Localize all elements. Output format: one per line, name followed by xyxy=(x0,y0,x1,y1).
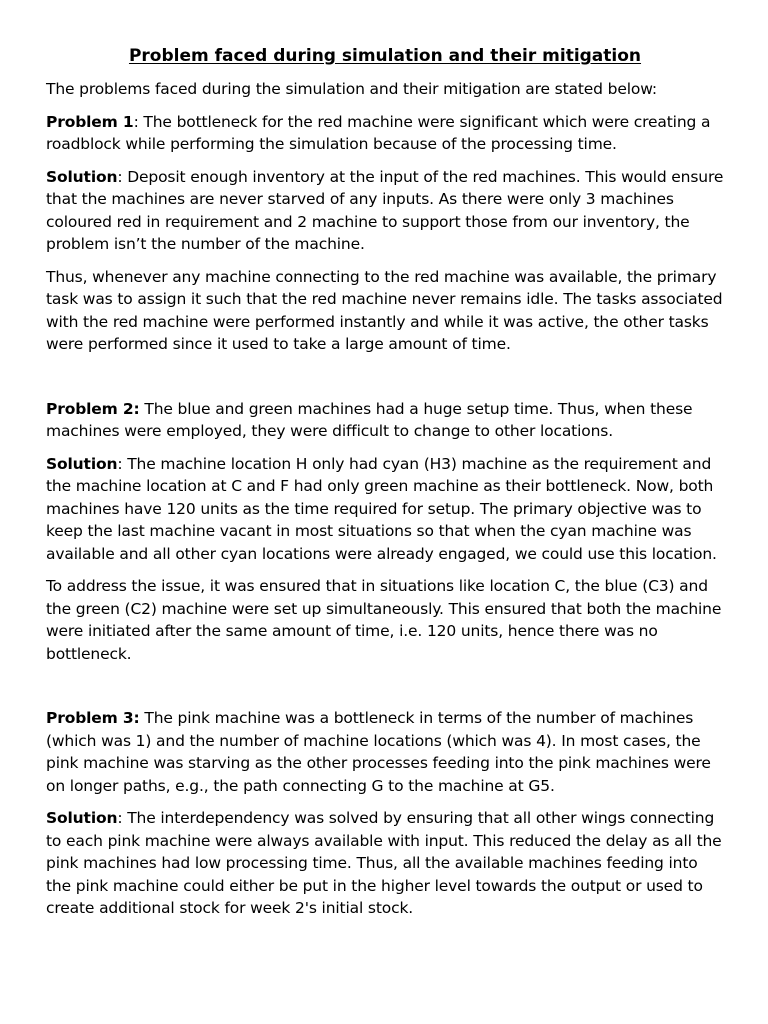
solution-1-label: Solution xyxy=(46,167,118,186)
problem-3-label: Problem 3: xyxy=(46,709,140,727)
solution-3-label: Solution xyxy=(46,809,118,827)
section-gap xyxy=(46,366,724,398)
solution-2-followup-paragraph: To address the issue, it was ensured that in situations like location C, the blue (C3) and the green (C2) machine were set up simultaneously. This ensured that both the machine were initiated after the same amount of time, i.e. 120 units, hence there was no bottleneck. xyxy=(46,577,722,663)
problem-1-label: Problem 1 xyxy=(46,112,134,131)
problem-3-paragraph xyxy=(46,707,724,797)
problem-2-text: The blue and green machines had a huge setup time. Thus, when these machines were employed, they were difficult to change to other locations. xyxy=(46,399,693,440)
solution-3-text: : The interdependency was solved by ensuring that all other wings connecting to each pink machine were always available with input. This reduced the delay as all the pink machines had low processing time. Thus, all the available machines feeding into the pink machine could either be put in the higher level towards the output or used to create additional stock for week 2's initial stock. xyxy=(46,809,722,917)
section-gap xyxy=(46,675,724,707)
problem-2-label: Problem 2: xyxy=(46,399,140,418)
intro-paragraph: The problems faced during the simulation and their mitigation are stated below: xyxy=(46,80,657,98)
solution-3-paragraph xyxy=(46,807,724,920)
problem-1-paragraph xyxy=(46,111,724,156)
problem-3-text: The pink machine was a bottleneck in terms of the number of machines (which was 1) and the number of machine locations (which was 4). In most cases, the pink machine was starving as the other processes feeding into the pink machines were on longer paths, e.g., the path connecting G to the machine at G5. xyxy=(46,709,711,795)
solution-2-label: Solution xyxy=(46,454,118,473)
solution-2-paragraph xyxy=(46,453,724,566)
solution-2-text: : The machine location H only had cyan (H3) machine as the requirement and the machine location at C and F had only green machine as their bottleneck. Now, both machines have 120 units as the time required for setup. The primary objective was to keep the last machine vacant in most situations so that when the cyan machine was available and all other cyan locations were already engaged, we could use this location. xyxy=(46,454,717,563)
solution-1-followup-paragraph: Thus, whenever any machine connecting to the red machine was available, the primary task was to assign it such that the red machine never remains idle. The tasks associated with the red machine were performed instantly and while it was active, the other tasks were performed since it used to take a large amount of time. xyxy=(46,267,723,353)
problem-1-text: : The bottleneck for the red machine were significant which were creating a roadblock while performing the simulation because of the processing time. xyxy=(46,112,711,153)
solution-1-text: : Deposit enough inventory at the input of the red machines. This would ensure that the machines are never starved of any inputs. As there were only 3 machines coloured red in requirement and 2 machine to support those from our inventory, the problem isn’t the number of the machine. xyxy=(46,167,724,253)
solution-1-paragraph xyxy=(46,166,724,256)
problem-2-paragraph xyxy=(46,398,724,443)
page-title: Problem faced during simulation and their mitigation xyxy=(128,46,642,66)
